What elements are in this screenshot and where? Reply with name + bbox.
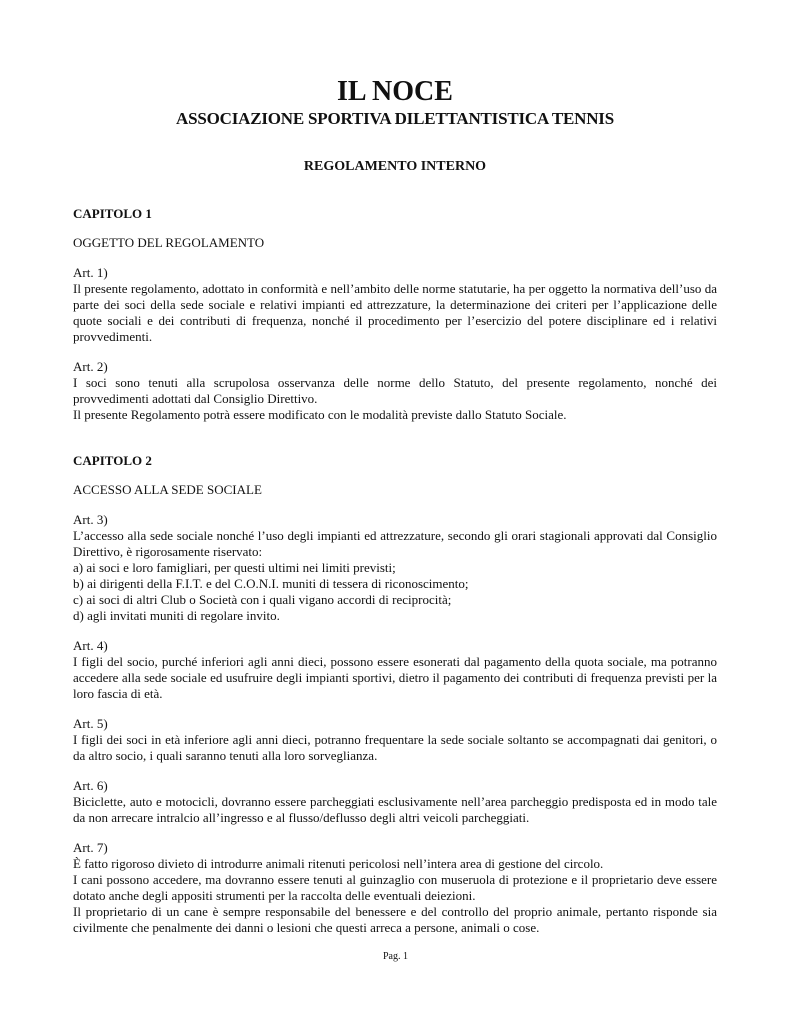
document-subtitle: ASSOCIAZIONE SPORTIVA DILETTANTISTICA TENNIS bbox=[176, 109, 614, 128]
article-7 bbox=[73, 840, 717, 936]
document-body bbox=[73, 76, 717, 936]
article-2 bbox=[73, 359, 717, 423]
chapter-label: CAPITOLO 2 bbox=[73, 453, 152, 468]
article-label: Art. 5) bbox=[73, 716, 108, 731]
list-item: a) ai soci e loro famigliari, per questi ultimi nei limiti previsti; bbox=[73, 560, 396, 575]
article-paragraph: Il proprietario di un cane è sempre responsabile del benessere e del controllo del proprio animale, pertanto risponde sia civilmente che penalmente dei danni o lesioni che questi arreca a persone, animali o cose. bbox=[73, 904, 717, 935]
document-heading: REGOLAMENTO INTERNO bbox=[303, 159, 487, 174]
article-paragraph: È fatto rigoroso divieto di introdurre animali ritenuti pericolosi nell’intera area di gestione del circolo. bbox=[73, 856, 604, 871]
list-item: d) agli invitati muniti di regolare invito. bbox=[73, 608, 280, 623]
article-paragraph: I figli dei soci in età inferiore agli anni dieci, potranno frequentare la sede sociale soltanto se accompagnati dai genitori, o da altro socio, i quali saranno tenuti alla loro sorveglianza. bbox=[73, 732, 717, 763]
article-label: Art. 2) bbox=[73, 359, 108, 374]
article-label: Art. 6) bbox=[73, 778, 108, 793]
article-1 bbox=[73, 265, 717, 345]
document-title: IL NOCE bbox=[337, 76, 453, 107]
article-paragraph: L’accesso alla sede sociale nonché l’uso degli impianti ed attrezzature, secondo gli orari stagionali approvati dal Consiglio Direttivo, è rigorosamente riservato: bbox=[73, 528, 717, 559]
article-paragraph: I soci sono tenuti alla scrupolosa osservanza delle norme dello Statuto, del presente regolamento, nonché dei provvedimenti adottati dal Consiglio Direttivo. bbox=[73, 375, 717, 406]
page-number: Pag. 1 bbox=[383, 951, 408, 962]
chapter-2 bbox=[73, 453, 717, 936]
article-label: Art. 7) bbox=[73, 840, 108, 855]
list-item: c) ai soci di altri Club o Società con i quali vigano accordi di reciprocità; bbox=[73, 592, 452, 607]
list-item: b) ai dirigenti della F.I.T. e del C.O.N.I. muniti di tessera di riconoscimento; bbox=[73, 576, 469, 591]
chapter-label: CAPITOLO 1 bbox=[73, 206, 152, 221]
article-5 bbox=[73, 716, 717, 764]
article-label: Art. 1) bbox=[73, 265, 108, 280]
article-paragraph: Il presente regolamento, adottato in conformità e nell’ambito delle norme statutarie, ha per oggetto la normativa dell’uso da parte dei soci della sede sociale e relativi impianti ed attrezzature, la determinazione dei criteri per l’applicazione delle quote sociali e dei contributi di frequenza, nonché il procedimento per l’esercizio del potere disciplinare ed i relativi provvedimenti. bbox=[73, 281, 717, 344]
article-3 bbox=[73, 512, 717, 624]
chapter-1 bbox=[73, 206, 717, 423]
chapter-title: ACCESSO ALLA SEDE SOCIALE bbox=[73, 482, 262, 497]
article-paragraph: I cani possono accedere, ma dovranno essere tenuti al guinzaglio con museruola di protezione e il proprietario deve essere dotato anche degli appositi strumenti per la raccolta delle eventuali deiezioni. bbox=[73, 872, 717, 903]
article-label: Art. 3) bbox=[73, 512, 108, 527]
article-6 bbox=[73, 778, 717, 826]
chapter-title: OGGETTO DEL REGOLAMENTO bbox=[73, 235, 265, 250]
article-paragraph: Biciclette, auto e motocicli, dovranno essere parcheggiati esclusivamente nell’area parcheggio predisposta ed in modo tale da non arrecare intralcio all’ingresso e al flusso/deflusso degli altri veicoli parcheggiati. bbox=[73, 794, 717, 825]
article-4 bbox=[73, 638, 717, 702]
article-label: Art. 4) bbox=[73, 638, 108, 653]
article-paragraph: I figli del socio, purché inferiori agli anni dieci, possono essere esonerati dal pagamento della quota sociale, ma potranno accedere alla sede sociale ed usufruire degli impianti sportivi, dietro il pagamento dei contributi di frequenza previsti per la loro fascia di età. bbox=[73, 654, 717, 701]
article-paragraph: Il presente Regolamento potrà essere modificato con le modalità previste dallo Statuto Sociale. bbox=[73, 407, 567, 422]
